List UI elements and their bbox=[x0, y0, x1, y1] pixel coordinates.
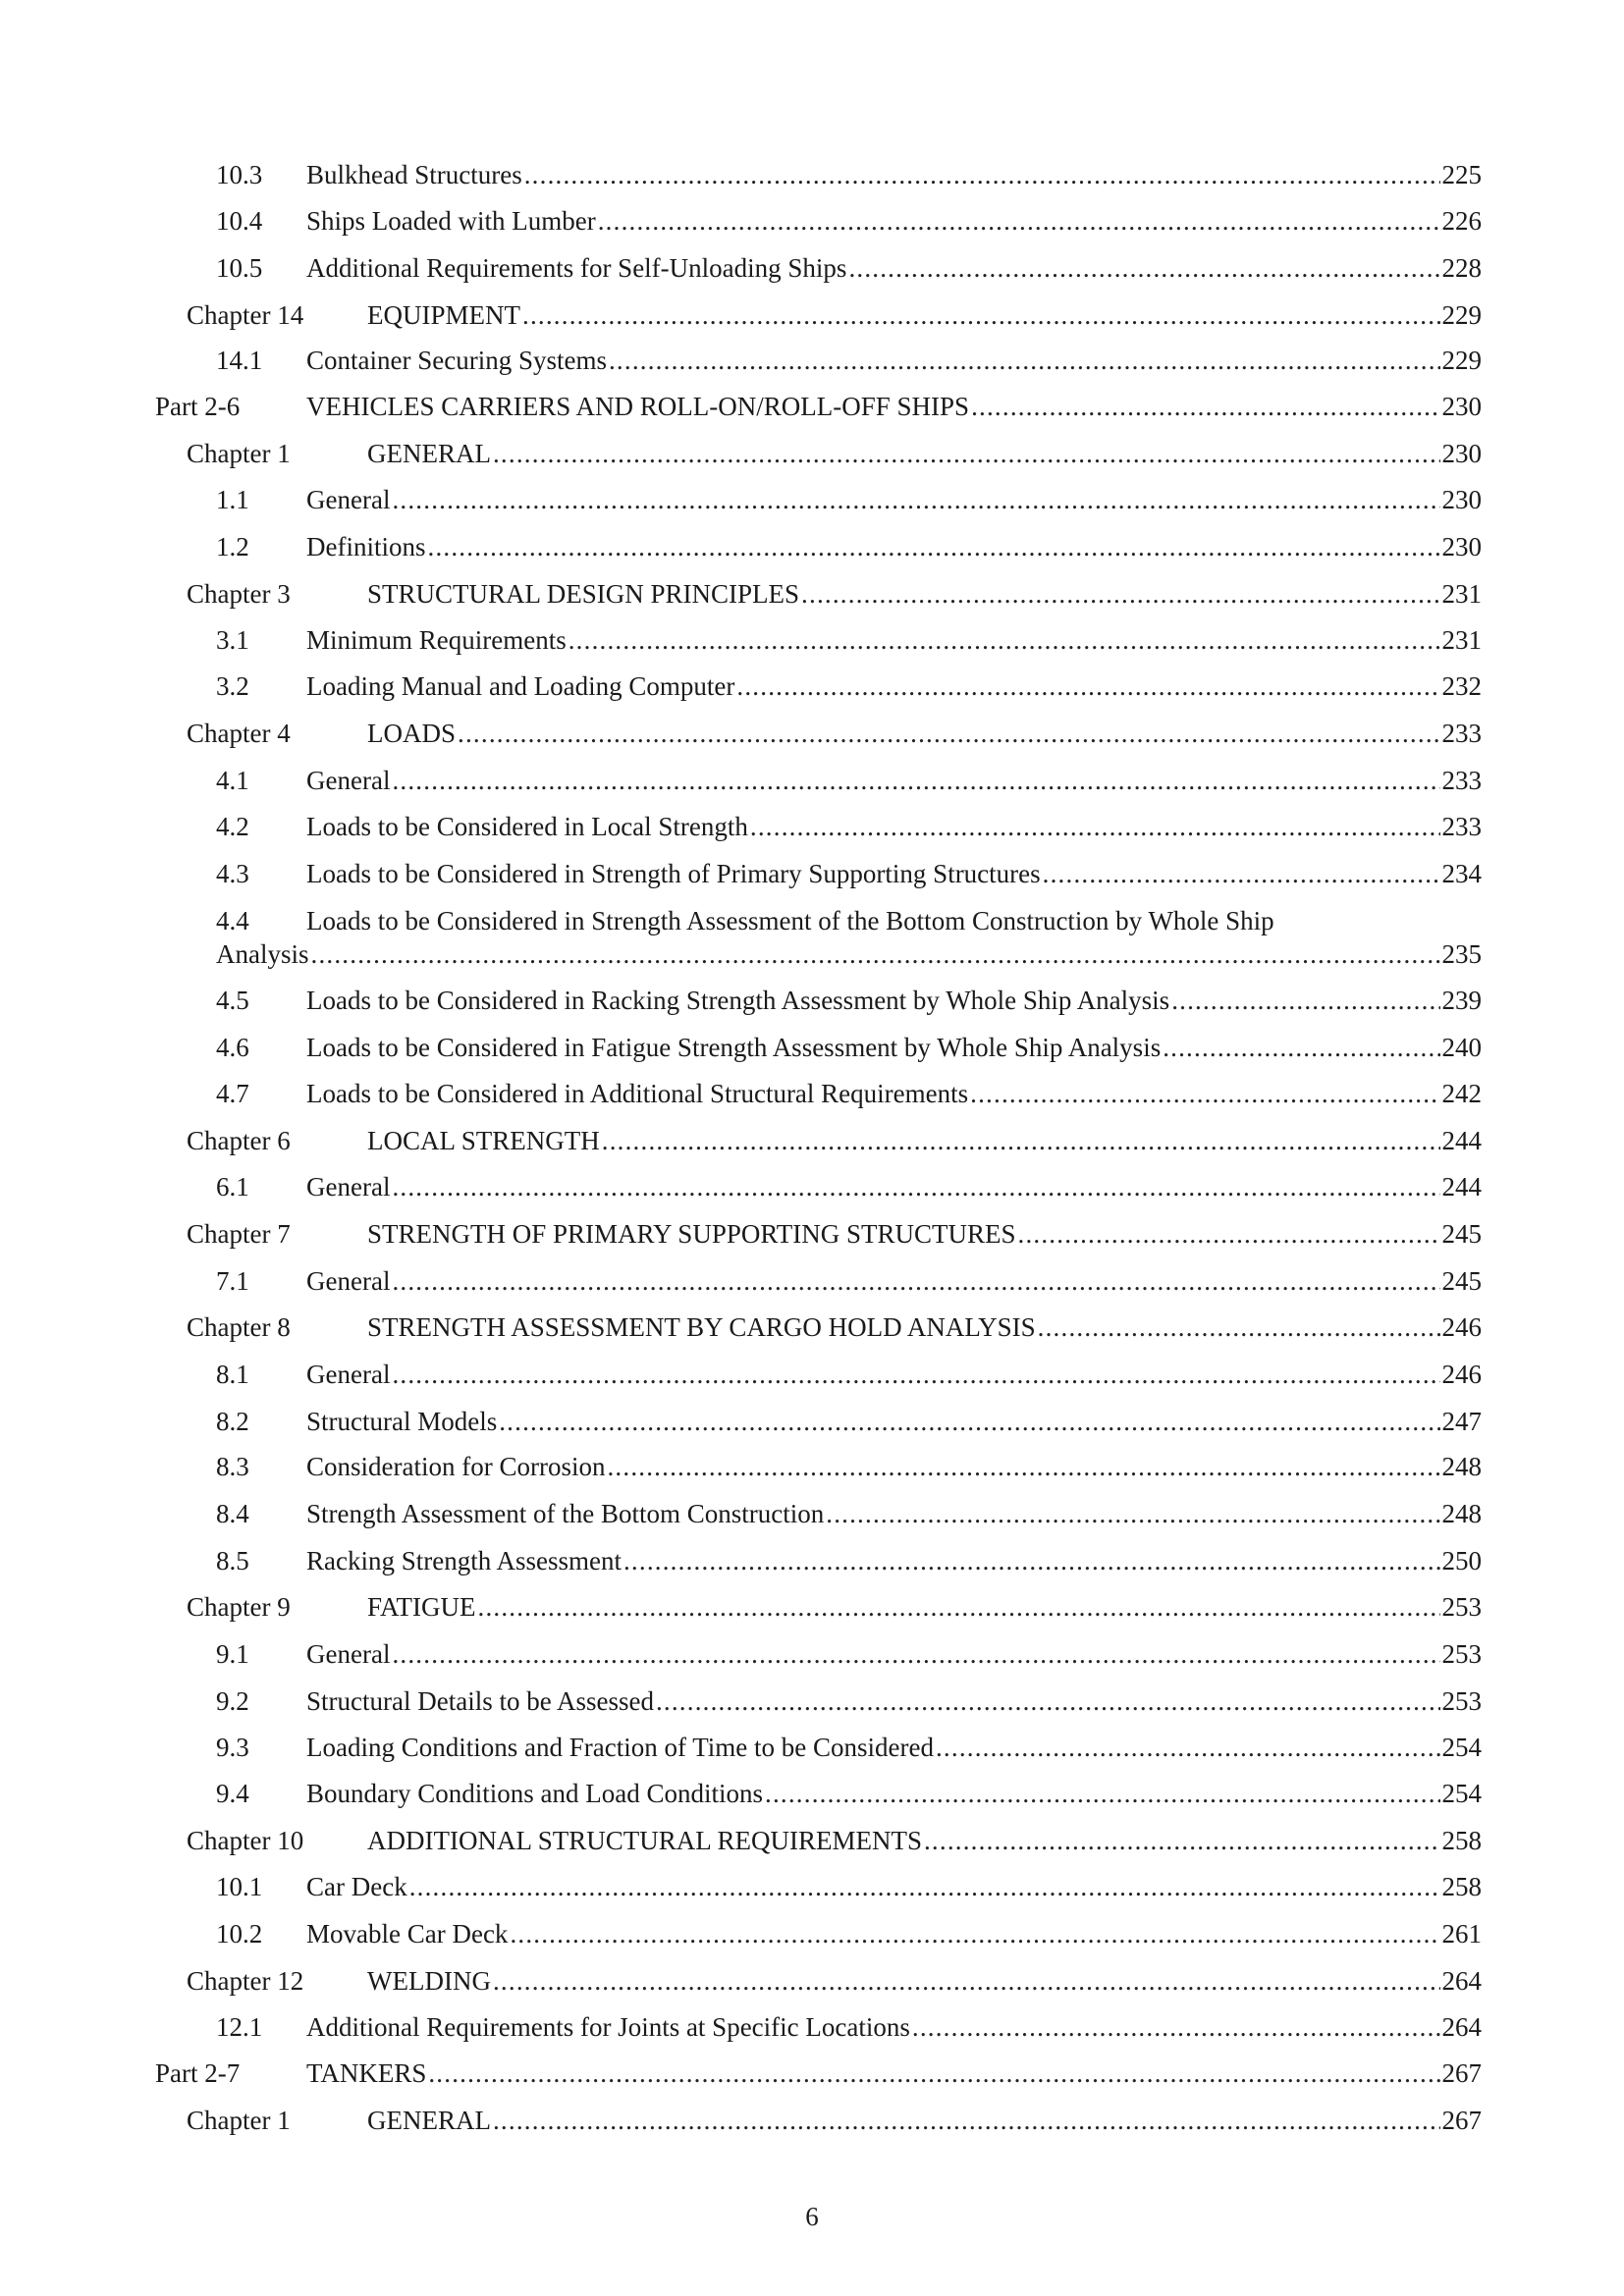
entry-page-number: 230 bbox=[1441, 485, 1482, 514]
entry-page-number: 254 bbox=[1441, 1733, 1482, 1762]
toc-part-entry[interactable] bbox=[0, 2054, 1624, 2093]
entry-number: 9.3 bbox=[216, 1733, 249, 1762]
toc-chapter-entry[interactable] bbox=[0, 1961, 1624, 2001]
dot-leader bbox=[524, 155, 1440, 194]
entry-page-number: 233 bbox=[1441, 812, 1482, 841]
entry-page-number: 234 bbox=[1441, 859, 1482, 888]
toc-section-entry[interactable] bbox=[0, 620, 1624, 660]
entry-page-number: 254 bbox=[1441, 1779, 1482, 1808]
entry-title-continuation: Analysis bbox=[216, 939, 309, 969]
entry-page-number: 233 bbox=[1441, 766, 1482, 795]
entry-title: Additional Requirements for Joints at Specific Locations bbox=[306, 2012, 910, 2042]
entry-number: 8.3 bbox=[216, 1452, 249, 1481]
entry-number: 1.1 bbox=[216, 485, 249, 514]
entry-number: 3.2 bbox=[216, 671, 249, 701]
entry-title: General bbox=[306, 485, 391, 514]
entry-page-number: 258 bbox=[1441, 1826, 1482, 1855]
entry-page-number: 240 bbox=[1441, 1033, 1482, 1062]
entry-page-number: 246 bbox=[1441, 1312, 1482, 1342]
entry-page-number: 232 bbox=[1441, 671, 1482, 701]
entry-title: Strength Assessment of the Bottom Construction bbox=[306, 1499, 825, 1528]
dot-leader bbox=[765, 1774, 1440, 1813]
dot-leader bbox=[970, 1074, 1439, 1113]
entry-title: GENERAL bbox=[367, 2106, 491, 2135]
entry-title: General bbox=[306, 1266, 391, 1296]
toc-section-entry[interactable] bbox=[0, 1728, 1624, 1767]
dot-leader bbox=[1018, 1214, 1440, 1254]
entry-number: 8.5 bbox=[216, 1546, 249, 1575]
entry-page-number: 226 bbox=[1441, 206, 1482, 236]
entry-page-number: 264 bbox=[1441, 1966, 1482, 1996]
entry-page-number: 246 bbox=[1441, 1360, 1482, 1389]
entry-title: Additional Requirements for Self-Unloading Ships bbox=[306, 253, 847, 283]
toc-chapter-entry[interactable] bbox=[0, 1821, 1624, 1860]
entry-page-number: 228 bbox=[1441, 253, 1482, 283]
dot-leader bbox=[568, 620, 1440, 660]
entry-title: EQUIPMENT bbox=[367, 300, 520, 330]
entry-title: WELDING bbox=[367, 1966, 491, 1996]
entry-page-number: 230 bbox=[1441, 439, 1482, 468]
dot-leader bbox=[848, 248, 1439, 288]
entry-page-number: 267 bbox=[1441, 2106, 1482, 2135]
entry-page-number: 248 bbox=[1441, 1452, 1482, 1481]
entry-number: 12.1 bbox=[216, 2012, 263, 2042]
toc-section-entry[interactable] bbox=[0, 901, 1624, 974]
entry-title: FATIGUE bbox=[367, 1592, 476, 1622]
entry-page-number: 244 bbox=[1441, 1126, 1482, 1155]
entry-number: 9.1 bbox=[216, 1639, 249, 1669]
entry-page-number: 245 bbox=[1441, 1266, 1482, 1296]
entry-number: Chapter 1 bbox=[187, 439, 291, 468]
entry-page-number: 225 bbox=[1441, 160, 1482, 189]
entry-page-number: 245 bbox=[1441, 1219, 1482, 1249]
toc-section-entry[interactable] bbox=[0, 1914, 1624, 1953]
entry-number: 10.5 bbox=[216, 253, 263, 283]
entry-number: 4.7 bbox=[216, 1079, 249, 1108]
entry-number: 7.1 bbox=[216, 1266, 249, 1296]
toc-section-entry[interactable] bbox=[0, 248, 1624, 288]
entry-number: 4.6 bbox=[216, 1033, 249, 1062]
dot-leader bbox=[750, 807, 1440, 846]
entry-number: 3.1 bbox=[216, 625, 249, 655]
entry-page-number: 244 bbox=[1441, 1172, 1482, 1201]
dot-leader bbox=[924, 1821, 1440, 1860]
entry-title: Boundary Conditions and Load Conditions bbox=[306, 1779, 763, 1808]
dot-leader bbox=[609, 341, 1440, 380]
dot-leader bbox=[522, 295, 1440, 335]
entry-title: Ships Loaded with Lumber bbox=[306, 206, 596, 236]
dot-leader bbox=[1043, 854, 1440, 893]
entry-page-number: 253 bbox=[1441, 1639, 1482, 1669]
entry-title: General bbox=[306, 1172, 391, 1201]
dot-leader bbox=[392, 480, 1439, 519]
entry-page-number: 231 bbox=[1441, 625, 1482, 655]
entry-title: Definitions bbox=[306, 532, 426, 561]
entry-number: 4.2 bbox=[216, 812, 249, 841]
toc-section-entry[interactable] bbox=[0, 1867, 1624, 1906]
dot-leader bbox=[392, 1167, 1439, 1206]
dot-leader bbox=[598, 201, 1440, 240]
dot-leader bbox=[499, 1402, 1439, 1441]
toc-section-entry[interactable] bbox=[0, 1074, 1624, 1113]
entry-title: Loads to be Considered in Racking Strength Assessment by Whole Ship Analysis bbox=[306, 986, 1170, 1015]
entry-number: 9.2 bbox=[216, 1686, 249, 1716]
toc-section-entry[interactable] bbox=[0, 807, 1624, 846]
dot-leader bbox=[623, 1541, 1440, 1580]
entry-page-number: 231 bbox=[1441, 579, 1482, 609]
entry-number: 10.3 bbox=[216, 160, 263, 189]
entry-page-number: 233 bbox=[1441, 719, 1482, 748]
toc-chapter-entry[interactable] bbox=[0, 295, 1624, 335]
dot-leader bbox=[478, 1587, 1440, 1627]
toc-section-entry[interactable] bbox=[0, 1402, 1624, 1441]
entry-number: 10.4 bbox=[216, 206, 263, 236]
entry-title: Bulkhead Structures bbox=[306, 160, 522, 189]
toc-section-entry[interactable] bbox=[0, 1167, 1624, 1206]
dot-leader bbox=[428, 2054, 1439, 2093]
entry-number: 8.1 bbox=[216, 1360, 249, 1389]
toc-chapter-entry[interactable] bbox=[0, 1587, 1624, 1627]
toc-chapter-entry[interactable] bbox=[0, 434, 1624, 473]
entry-number: 9.4 bbox=[216, 1779, 249, 1808]
entry-title: Loads to be Considered in Fatigue Strength Assessment by Whole Ship Analysis bbox=[306, 1033, 1162, 1062]
toc-chapter-entry[interactable] bbox=[0, 1308, 1624, 1347]
toc-chapter-entry[interactable] bbox=[0, 2101, 1624, 2140]
entry-title: General bbox=[306, 766, 391, 795]
entry-number: Chapter 3 bbox=[187, 579, 291, 609]
entry-number: 8.2 bbox=[216, 1407, 249, 1436]
toc-section-entry[interactable] bbox=[0, 155, 1624, 194]
dot-leader bbox=[656, 1682, 1440, 1721]
entry-title: Structural Details to be Assessed bbox=[306, 1686, 654, 1716]
entry-page-number: 229 bbox=[1441, 346, 1482, 375]
entry-page-number: 253 bbox=[1441, 1592, 1482, 1622]
entry-title: VEHICLES CARRIERS AND ROLL-ON/ROLL-OFF SHIPS bbox=[306, 392, 970, 421]
dot-leader bbox=[1163, 1028, 1439, 1067]
toc-section-entry[interactable] bbox=[0, 527, 1624, 566]
toc-section-entry[interactable] bbox=[0, 1494, 1624, 1533]
toc-section-entry[interactable] bbox=[0, 341, 1624, 380]
entry-title: Structural Models bbox=[306, 1407, 498, 1436]
dot-leader bbox=[736, 667, 1439, 706]
dot-leader bbox=[392, 761, 1439, 800]
entry-number: Chapter 8 bbox=[187, 1312, 291, 1342]
entry-number: Chapter 4 bbox=[187, 719, 291, 748]
entry-page-number: 230 bbox=[1441, 392, 1482, 421]
toc-section-entry[interactable] bbox=[0, 1261, 1624, 1301]
entry-title: Movable Car Deck bbox=[306, 1919, 509, 1949]
entry-title: Racking Strength Assessment bbox=[306, 1546, 622, 1575]
dot-leader bbox=[493, 1961, 1440, 2001]
entry-number: 14.1 bbox=[216, 346, 263, 375]
toc-section-entry[interactable] bbox=[0, 1634, 1624, 1674]
entry-number: 8.4 bbox=[216, 1499, 249, 1528]
entry-number: Chapter 9 bbox=[187, 1592, 291, 1622]
entry-number: 4.4 bbox=[216, 906, 249, 935]
entry-title: STRENGTH OF PRIMARY SUPPORTING STRUCTURES bbox=[367, 1219, 1016, 1249]
entry-title: Container Securing Systems bbox=[306, 346, 607, 375]
entry-title: Loading Conditions and Fraction of Time to be Considered bbox=[306, 1733, 934, 1762]
dot-leader bbox=[607, 1447, 1439, 1486]
entry-title: LOCAL STRENGTH bbox=[367, 1126, 600, 1155]
dot-leader bbox=[458, 714, 1439, 753]
dot-leader bbox=[493, 434, 1440, 473]
toc-section-entry[interactable] bbox=[0, 201, 1624, 240]
entry-title: General bbox=[306, 1360, 391, 1389]
entry-number: Chapter 6 bbox=[187, 1126, 291, 1155]
entry-title: GENERAL bbox=[367, 439, 491, 468]
toc-section-entry[interactable] bbox=[0, 981, 1624, 1020]
entry-number: 4.1 bbox=[216, 766, 249, 795]
entry-title: Car Deck bbox=[306, 1872, 407, 1901]
entry-number: 10.1 bbox=[216, 1872, 263, 1901]
dot-leader bbox=[392, 1355, 1439, 1394]
toc-section-entry[interactable] bbox=[0, 761, 1624, 800]
entry-title: ADDITIONAL STRUCTURAL REQUIREMENTS bbox=[367, 1826, 922, 1855]
entry-number: Part 2-7 bbox=[155, 2058, 241, 2088]
toc-section-entry[interactable] bbox=[0, 1028, 1624, 1067]
entry-number: Chapter 7 bbox=[187, 1219, 291, 1249]
entry-number: 10.2 bbox=[216, 1919, 263, 1949]
entry-number: Chapter 12 bbox=[187, 1966, 304, 1996]
toc-chapter-entry[interactable] bbox=[0, 574, 1624, 614]
dot-leader bbox=[311, 934, 1440, 974]
entry-title: Consideration for Corrosion bbox=[306, 1452, 606, 1481]
entry-page-number: 242 bbox=[1441, 1079, 1482, 1108]
toc-section-entry[interactable] bbox=[0, 854, 1624, 893]
entry-page-number: 264 bbox=[1441, 2012, 1482, 2042]
dot-leader bbox=[409, 1867, 1440, 1906]
toc-section-entry[interactable] bbox=[0, 1774, 1624, 1813]
entry-page-number: 235 bbox=[1441, 939, 1482, 969]
entry-title: Loads to be Considered in Strength of Primary Supporting Structures bbox=[306, 859, 1041, 888]
dot-leader bbox=[602, 1121, 1440, 1160]
entry-number: 1.2 bbox=[216, 532, 249, 561]
toc-section-entry[interactable] bbox=[0, 480, 1624, 519]
toc-chapter-entry[interactable] bbox=[0, 1121, 1624, 1160]
dot-leader bbox=[392, 1261, 1439, 1301]
entry-page-number: 258 bbox=[1441, 1872, 1482, 1901]
dot-leader bbox=[493, 2101, 1440, 2140]
entry-number: Chapter 14 bbox=[187, 300, 304, 330]
entry-number: 6.1 bbox=[216, 1172, 249, 1201]
toc-section-entry[interactable] bbox=[0, 1682, 1624, 1721]
entry-number: 4.5 bbox=[216, 986, 249, 1015]
entry-title: TANKERS bbox=[306, 2058, 427, 2088]
toc-chapter-entry[interactable] bbox=[0, 1214, 1624, 1254]
entry-number: Chapter 10 bbox=[187, 1826, 304, 1855]
dot-leader bbox=[912, 2007, 1440, 2047]
entry-title: General bbox=[306, 1639, 391, 1669]
toc-section-entry[interactable] bbox=[0, 1541, 1624, 1580]
entry-page-number: 261 bbox=[1441, 1919, 1482, 1949]
toc-section-entry[interactable] bbox=[0, 2007, 1624, 2047]
entry-number: Part 2-6 bbox=[155, 392, 241, 421]
entry-title: STRENGTH ASSESSMENT BY CARGO HOLD ANALYSIS bbox=[367, 1312, 1036, 1342]
dot-leader bbox=[428, 527, 1440, 566]
dot-leader bbox=[801, 574, 1439, 614]
toc-section-entry[interactable] bbox=[0, 1447, 1624, 1486]
dot-leader bbox=[936, 1728, 1440, 1767]
entry-title: Loads to be Considered in Additional Structural Requirements bbox=[306, 1079, 969, 1108]
entry-page-number: 239 bbox=[1441, 986, 1482, 1015]
toc-chapter-entry[interactable] bbox=[0, 714, 1624, 753]
dot-leader bbox=[1171, 981, 1439, 1020]
dot-leader bbox=[971, 387, 1439, 426]
entry-page-number: 267 bbox=[1441, 2058, 1482, 2088]
entry-title: Loads to be Considered in Local Strength bbox=[306, 812, 748, 841]
entry-page-number: 248 bbox=[1441, 1499, 1482, 1528]
entry-title: STRUCTURAL DESIGN PRINCIPLES bbox=[367, 579, 800, 609]
entry-page-number: 229 bbox=[1441, 300, 1482, 330]
dot-leader bbox=[1038, 1308, 1440, 1347]
entry-number: Chapter 1 bbox=[187, 2106, 291, 2135]
toc-section-entry[interactable] bbox=[0, 1355, 1624, 1394]
dot-leader bbox=[826, 1494, 1439, 1533]
entry-page-number: 230 bbox=[1441, 532, 1482, 561]
entry-page-number: 247 bbox=[1441, 1407, 1482, 1436]
toc-section-entry[interactable] bbox=[0, 667, 1624, 706]
dot-leader bbox=[510, 1914, 1439, 1953]
page-number: 6 bbox=[805, 2202, 819, 2231]
dot-leader bbox=[392, 1634, 1439, 1674]
entry-title: LOADS bbox=[367, 719, 457, 748]
entry-number: 4.3 bbox=[216, 859, 249, 888]
entry-title: Loading Manual and Loading Computer bbox=[306, 671, 735, 701]
entry-page-number: 253 bbox=[1441, 1686, 1482, 1716]
toc-part-entry[interactable] bbox=[0, 387, 1624, 426]
entry-page-number: 250 bbox=[1441, 1546, 1482, 1575]
entry-title: Loads to be Considered in Strength Assessment of the Bottom Construction by Whole Ship bbox=[306, 906, 1274, 935]
entry-title: Minimum Requirements bbox=[306, 625, 567, 655]
